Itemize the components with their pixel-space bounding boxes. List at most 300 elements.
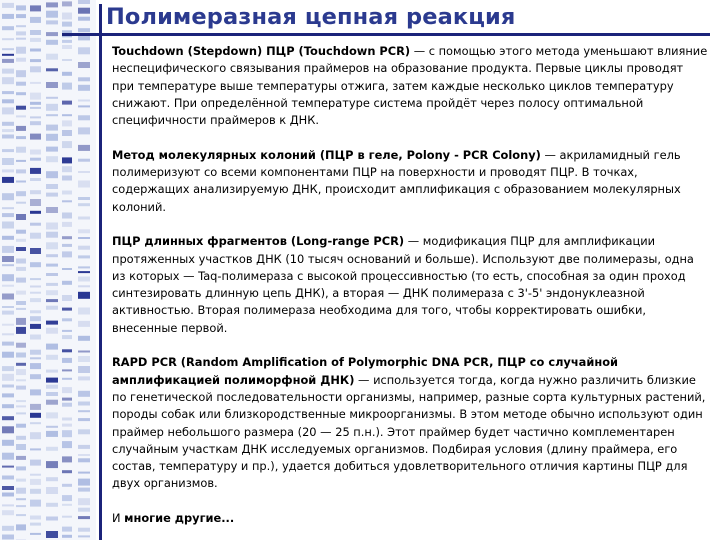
gel-band <box>16 479 26 482</box>
slide-content <box>112 43 708 545</box>
closing-bold: многие другие... <box>124 511 234 525</box>
gel-band <box>62 114 72 116</box>
gel-band <box>30 489 41 494</box>
gel-band <box>30 350 41 355</box>
gel-band <box>2 135 14 139</box>
gel-band <box>16 386 26 390</box>
dna-gel-decoration <box>0 0 96 540</box>
gel-band <box>2 207 14 209</box>
gel-band <box>46 11 58 18</box>
gel-band <box>16 488 26 494</box>
gel-band <box>2 294 14 300</box>
gel-band <box>16 267 26 271</box>
gel-band <box>62 504 72 506</box>
gel-band <box>78 115 90 120</box>
gel-band <box>2 352 14 358</box>
gel-band <box>78 429 90 434</box>
gel-band <box>2 3 14 8</box>
desc-long-range-pcr: — модификация ПЦР для амплификации протяженных участков ДНК (10 тысяч оснований и больше). Используют две полимеразы, одна из которых — Taq-полимераза с высокой процессивностью (то есть, способная за один проход синтезировать длинную цепь ДНК), а вторая — ДНК полимераза с 3'-5' эндонуклеазной активностью. Вторая полимераза необходима для того, чтобы корректировать ошибки, внесенные первой. <box>112 234 694 334</box>
gel-band <box>30 432 41 439</box>
gel-band <box>16 278 26 283</box>
gel-band <box>2 193 14 200</box>
gel-band <box>62 470 72 473</box>
gel-band <box>2 107 14 114</box>
gel-band <box>78 336 90 341</box>
gel-band <box>2 440 14 446</box>
gel-band <box>16 363 26 366</box>
gel-band <box>30 66 41 72</box>
gel-band <box>2 169 14 172</box>
gel-band <box>78 47 90 54</box>
gel-band <box>78 246 90 250</box>
gel-band <box>2 285 14 287</box>
gel-band <box>2 99 14 103</box>
gel-band <box>78 171 90 173</box>
gel-band <box>62 213 72 219</box>
gel-band <box>30 168 41 174</box>
gel-band <box>46 193 58 197</box>
gel-band <box>78 418 90 421</box>
gel-band <box>62 516 72 518</box>
gel-band <box>78 445 90 449</box>
gel-band <box>16 291 26 295</box>
gel-band <box>16 14 26 18</box>
gel-band <box>78 402 90 406</box>
gel-band <box>78 271 90 273</box>
gel-band <box>62 295 72 301</box>
gel-band <box>46 299 58 302</box>
gel-band <box>2 466 14 468</box>
gel-band <box>46 400 58 405</box>
gel-band <box>78 17 90 21</box>
gel-band <box>2 54 14 56</box>
gel-band <box>62 456 72 462</box>
gel-band <box>2 306 14 308</box>
gel-band <box>78 308 90 315</box>
gel-band <box>62 484 72 487</box>
gel-band <box>16 498 26 500</box>
gel-band <box>30 474 41 476</box>
gel-band <box>78 410 90 412</box>
gel-band <box>78 0 90 4</box>
desc-rapd-pcr: — используется тогда, когда нужно различить близкие по генетической последовательности организмы, например, разные сорта культурных растений, породы собак или близкородственные микроорганизмы. В этом методе обычно используют один праймер небольшого размера (20 — 25 п.н.). Этот праймер будет частично комплементарен случайным участкам ДНК исследуемых организмов. Подбирая условия (длину праймера, его состав, температуру и пр.), удается добиться удовлетворительного отличия картины ПЦР для двух организмов. <box>112 373 705 491</box>
gel-band <box>62 141 72 148</box>
gel-band <box>78 479 90 486</box>
gel-band <box>78 255 90 258</box>
gel-band <box>16 318 26 325</box>
gel-band <box>2 476 14 480</box>
gel-band <box>78 528 90 532</box>
gel-band <box>62 59 72 61</box>
vertical-divider <box>99 4 102 540</box>
term-polony-pcr: Метод молекулярных колоний (ПЦР в геле, Polony - PCR Colony) <box>112 148 541 162</box>
gel-band <box>30 316 41 321</box>
gel-band <box>30 178 41 181</box>
gel-band <box>46 385 58 389</box>
gel-band <box>16 82 26 86</box>
gel-band <box>30 413 41 418</box>
title-underline <box>62 33 710 36</box>
gel-band <box>16 400 26 402</box>
gel-band <box>30 102 41 105</box>
gel-band <box>30 516 41 520</box>
gel-band <box>46 370 58 373</box>
gel-band <box>30 49 41 52</box>
gel-band <box>78 472 90 474</box>
gel-band <box>2 77 14 84</box>
gel-band <box>2 264 14 266</box>
gel-band <box>62 398 72 401</box>
gel-band <box>62 268 72 270</box>
gel-band <box>30 460 41 466</box>
gel-band <box>78 321 90 327</box>
gel-band <box>2 129 14 132</box>
gel-band <box>16 92 26 95</box>
gel-band <box>62 358 72 363</box>
gel-band <box>62 535 72 538</box>
gel-band <box>46 306 58 310</box>
gel-band <box>16 31 26 35</box>
gel-band <box>16 524 26 530</box>
gel-band <box>2 149 14 152</box>
gel-band <box>62 387 72 393</box>
gel-band <box>2 486 14 490</box>
gel-band <box>30 134 41 140</box>
gel-band <box>62 200 72 202</box>
gel-band <box>30 500 41 507</box>
gel-band <box>46 171 58 178</box>
gel-band <box>78 28 90 32</box>
gel-band <box>46 254 58 257</box>
gel-band <box>16 136 26 139</box>
term-rapd-pcr: RAPD PCR (Random Amplification of Polymorphic DNA PCR, ПЦР со случайной амплификацией полиморфной ДНК) <box>112 355 618 386</box>
gel-band <box>2 366 14 371</box>
gel-band <box>30 298 41 302</box>
gel-band <box>78 376 90 380</box>
gel-band <box>78 488 90 492</box>
gel-band <box>30 30 41 35</box>
gel-band <box>2 493 14 497</box>
gel-band <box>2 385 14 388</box>
gel-band <box>46 487 58 494</box>
gel-band <box>46 344 58 350</box>
paragraph-touchdown-pcr <box>112 43 708 129</box>
gel-band <box>30 248 41 254</box>
gel-band <box>30 38 41 42</box>
term-touchdown-pcr: Touchdown (Stepdown) ПЦР (Touchdown PCR) <box>112 44 410 58</box>
gel-band <box>46 477 58 481</box>
gel-band <box>16 412 26 414</box>
gel-band <box>78 292 90 299</box>
gel-band <box>78 127 90 134</box>
gel-band <box>2 256 14 262</box>
gel-band <box>46 114 58 116</box>
gel-band <box>30 116 41 118</box>
gel-band <box>62 83 72 90</box>
gel-band <box>46 232 58 238</box>
gel-band <box>2 311 14 315</box>
slide-title: Полимеразная цепная реакция <box>106 4 515 30</box>
gel-band <box>30 233 41 239</box>
gel-band <box>62 101 72 105</box>
gel-band <box>16 466 26 470</box>
gel-band <box>46 104 58 111</box>
gel-band <box>16 191 26 196</box>
gel-band <box>78 351 90 353</box>
gel-band <box>46 156 58 162</box>
gel-bands-image <box>0 0 96 540</box>
gel-band <box>78 181 90 188</box>
closing-line <box>112 510 708 527</box>
gel-band <box>16 379 26 381</box>
gel-band <box>30 223 41 226</box>
gel-band <box>78 217 90 220</box>
gel-band <box>16 58 26 62</box>
gel-band <box>2 393 14 397</box>
gel-band <box>16 353 26 358</box>
gel-band <box>16 308 26 310</box>
gel-band <box>30 158 41 161</box>
gel-band <box>16 369 26 375</box>
gel-band <box>62 130 72 136</box>
gel-band <box>62 236 72 239</box>
gel-band <box>2 246 14 253</box>
gel-band <box>16 259 26 264</box>
gel-band <box>2 526 14 531</box>
gel-band <box>16 160 26 162</box>
gel-band <box>78 145 90 151</box>
gel-band <box>16 405 26 407</box>
gel-band <box>62 166 72 172</box>
gel-band <box>62 369 72 371</box>
gel-band <box>16 424 26 428</box>
gel-band <box>46 242 58 249</box>
gel-band <box>78 62 90 68</box>
gel-band <box>78 391 90 397</box>
gel-band <box>78 105 90 107</box>
gel-band <box>62 22 72 27</box>
gel-band <box>62 157 72 163</box>
gel-band <box>16 301 26 305</box>
gel-band <box>62 430 72 437</box>
gel-band <box>78 277 90 282</box>
gel-band <box>30 389 41 395</box>
gel-band <box>46 517 58 521</box>
gel-band <box>78 100 90 102</box>
gel-band <box>46 82 58 88</box>
gel-band <box>2 69 14 74</box>
gel-band <box>62 72 72 76</box>
gel-band <box>62 222 72 227</box>
gel-band <box>62 308 72 311</box>
gel-band <box>2 213 14 217</box>
gel-band <box>78 498 90 505</box>
gel-band <box>2 504 14 506</box>
paragraph-polony-pcr <box>112 147 708 216</box>
gel-band <box>16 505 26 507</box>
gel-band <box>16 202 26 204</box>
gel-band <box>62 244 72 247</box>
gel-band <box>16 456 26 460</box>
gel-band <box>16 514 26 516</box>
gel-band <box>78 229 90 233</box>
gel-band <box>78 8 90 14</box>
gel-band <box>62 527 72 532</box>
paragraph-rapd-pcr <box>112 354 708 492</box>
gel-band <box>46 147 58 152</box>
gel-band <box>30 292 41 294</box>
gel-band <box>16 169 26 173</box>
gel-band <box>30 190 41 194</box>
gel-band <box>62 176 72 181</box>
gel-band <box>62 281 72 285</box>
gel-band <box>16 38 26 40</box>
gel-band <box>78 366 90 373</box>
gel-band <box>46 97 58 99</box>
gel-band <box>30 479 41 485</box>
gel-band <box>30 335 41 340</box>
gel-band <box>30 278 41 280</box>
closing-prefix: И <box>112 511 124 525</box>
gel-band <box>30 357 41 359</box>
gel-band <box>46 273 58 276</box>
desc-touchdown-pcr: — с помощью этого метода уменьшают влияние неспецифического связывания праймеров на образование продукта. Первые циклы проводят при температуре выше температуры отжига, затем каждые несколько циклов температуру снижают. При определённой температуре система пройдёт через полосу оптимальной специфичности праймеров к ДНК. <box>112 44 707 127</box>
gel-band <box>46 283 58 286</box>
gel-band <box>46 264 58 267</box>
gel-band <box>2 14 14 19</box>
gel-band <box>62 378 72 380</box>
gel-band <box>46 321 58 325</box>
gel-band <box>2 177 14 183</box>
gel-band <box>62 13 72 20</box>
gel-band <box>30 82 41 84</box>
gel-band <box>16 181 26 183</box>
gel-band <box>46 134 58 141</box>
gel-band <box>2 122 14 126</box>
gel-band <box>62 251 72 257</box>
gel-band <box>30 59 41 62</box>
gel-band <box>46 54 58 60</box>
gel-band <box>30 286 41 288</box>
gel-band <box>46 355 58 360</box>
gel-band <box>2 274 14 281</box>
gel-band <box>46 125 58 131</box>
gel-band <box>78 535 90 537</box>
gel-band <box>46 447 58 451</box>
gel-band <box>16 126 26 131</box>
gel-band <box>16 115 26 117</box>
gel-band <box>46 68 58 71</box>
gel-band <box>30 17 41 23</box>
gel-band <box>46 290 58 295</box>
gel-band <box>2 59 14 63</box>
gel-band <box>46 32 58 36</box>
gel-band <box>30 374 41 379</box>
gel-band <box>78 285 90 287</box>
gel-band <box>30 448 41 450</box>
gel-band <box>62 441 72 448</box>
gel-band <box>46 207 58 213</box>
gel-band <box>30 310 41 313</box>
gel-band <box>30 93 41 100</box>
gel-band <box>2 26 14 30</box>
gel-band <box>46 431 58 437</box>
gel-band <box>78 454 90 456</box>
gel-band <box>46 20 58 24</box>
gel-band <box>16 5 26 10</box>
gel-band <box>16 47 26 54</box>
gel-band <box>2 453 14 460</box>
gel-band <box>46 223 58 230</box>
gel-band <box>2 342 14 346</box>
gel-band <box>30 324 41 329</box>
gel-band <box>30 363 41 369</box>
gel-band <box>62 120 72 126</box>
gel-band <box>78 159 90 162</box>
gel-band <box>2 48 14 50</box>
gel-band <box>46 328 58 334</box>
gel-band <box>78 356 90 362</box>
gel-band <box>62 403 72 407</box>
gel-band <box>62 424 72 427</box>
gel-band <box>2 510 14 515</box>
gel-band <box>46 40 58 45</box>
gel-band <box>78 508 90 512</box>
gel-band <box>16 214 26 220</box>
gel-band <box>16 343 26 348</box>
gel-band <box>78 197 90 200</box>
gel-band <box>46 426 58 428</box>
gel-band <box>16 436 26 440</box>
gel-band <box>46 503 58 507</box>
gel-band <box>2 158 14 165</box>
gel-band <box>16 327 26 334</box>
gel-band <box>2 236 14 240</box>
term-long-range-pcr: ПЦР длинных фрагментов (Long-range PCR) <box>112 234 404 248</box>
gel-band <box>78 85 90 91</box>
gel-band <box>62 191 72 195</box>
gel-band <box>30 262 41 267</box>
gel-band <box>2 374 14 381</box>
gel-band <box>78 516 90 519</box>
gel-band <box>16 247 26 251</box>
gel-band <box>62 40 72 43</box>
gel-band <box>62 330 72 332</box>
gel-band <box>2 535 14 540</box>
gel-band <box>16 239 26 242</box>
gel-band <box>62 1 72 6</box>
gel-band <box>30 121 41 125</box>
gel-band <box>78 266 90 268</box>
gel-band <box>30 199 41 206</box>
gel-band <box>46 184 58 189</box>
gel-band <box>30 404 41 410</box>
gel-band <box>2 416 14 420</box>
gel-band <box>16 230 26 234</box>
gel-band <box>62 318 72 321</box>
gel-band <box>2 426 14 433</box>
gel-band <box>16 444 26 450</box>
gel-band <box>16 25 26 27</box>
gel-band <box>46 412 58 418</box>
gel-band <box>46 531 58 538</box>
gel-band <box>30 150 41 155</box>
gel-band <box>62 495 72 501</box>
gel-band <box>30 5 41 11</box>
gel-band <box>78 77 90 81</box>
gel-band <box>62 349 72 352</box>
gel-band <box>2 91 14 94</box>
